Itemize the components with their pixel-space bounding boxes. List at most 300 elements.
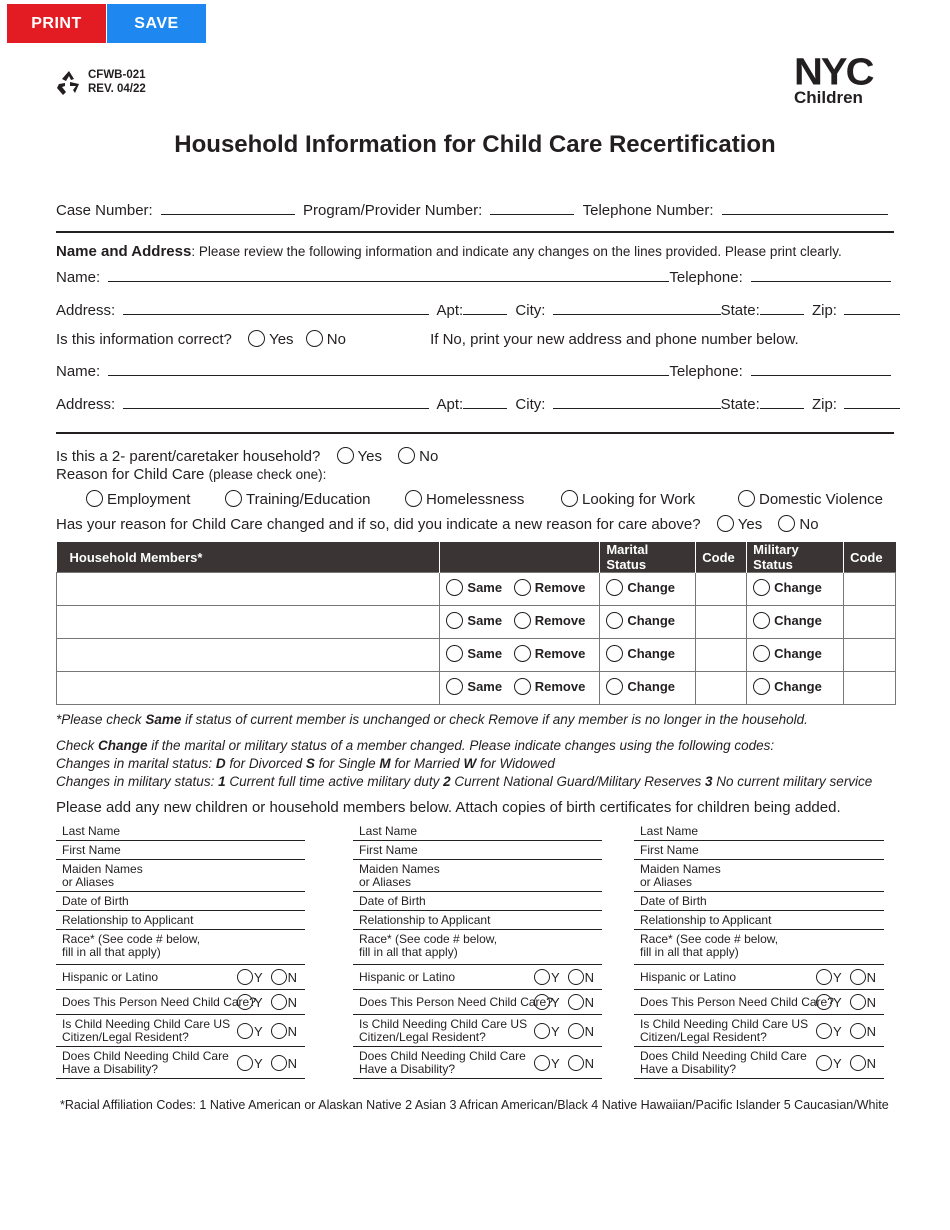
yes-radio[interactable] <box>534 1023 550 1039</box>
zip-field[interactable] <box>844 301 900 315</box>
marital-change-cell <box>600 606 696 639</box>
field-label: fill in all that apply) <box>62 945 161 959</box>
correct-question: Is this information correct? <box>56 331 232 348</box>
field-label: Hispanic or Latino <box>62 970 159 984</box>
no-radio[interactable] <box>271 1055 287 1071</box>
race-field[interactable] <box>353 930 602 965</box>
new-zip-label: Zip: <box>811 396 837 413</box>
new-city-field[interactable] <box>553 395 721 409</box>
note-text: if the marital or military status of a member changed. Please indicate changes using the following codes: <box>147 738 775 753</box>
note-text: Changes in marital status: <box>56 756 216 771</box>
new-address-label: Address: <box>56 396 116 413</box>
yes-label: Y <box>550 995 560 1010</box>
military-change-cell <box>747 573 844 606</box>
same-remove-cell <box>440 639 600 672</box>
yes-radio[interactable] <box>237 1055 253 1071</box>
field-label: Maiden Names <box>640 862 721 876</box>
field-label: Relationship to Applicant <box>62 913 194 927</box>
maiden-names-field[interactable] <box>634 860 884 892</box>
yes-radio[interactable] <box>816 1055 832 1071</box>
field-label: Is Child Needing Child Care US <box>359 1017 528 1031</box>
change-label: Change <box>627 646 675 661</box>
same-remove-cell <box>440 672 600 705</box>
new-city-label: City: <box>515 396 546 413</box>
no-label: N <box>287 1055 297 1071</box>
marital-code-cell[interactable] <box>696 639 747 672</box>
no-label: N <box>866 1023 876 1039</box>
case-number-field[interactable] <box>161 201 295 215</box>
citizen-row <box>56 1015 305 1047</box>
yes-label: Y <box>832 995 842 1010</box>
apt-label: Apt: <box>436 302 464 319</box>
no-radio[interactable] <box>271 1023 287 1039</box>
household-members-table <box>56 542 896 705</box>
new-state-field[interactable] <box>760 395 804 409</box>
state-field[interactable] <box>760 301 804 315</box>
dob-field[interactable] <box>56 892 305 911</box>
no-radio[interactable] <box>850 969 866 985</box>
yes-radio[interactable] <box>237 994 253 1010</box>
note-text: for Divorced <box>225 756 306 771</box>
no-label: N <box>287 970 297 985</box>
new-name-label: Name: <box>56 363 101 380</box>
address-field[interactable] <box>123 301 429 315</box>
race-field[interactable] <box>634 930 884 965</box>
new-member-column-2 <box>353 822 602 1079</box>
yes-radio[interactable] <box>534 1055 550 1071</box>
field-label: First Name <box>62 843 121 857</box>
reason-option-looking-for-work <box>561 490 695 508</box>
new-apt-label: Apt: <box>436 396 464 413</box>
reason-domestic-radio[interactable] <box>738 490 755 507</box>
last-name-field[interactable] <box>56 822 305 841</box>
name-address-text: : Please review the following information and indicate any changes on the lines provided. Please print clearly. <box>191 244 842 259</box>
reason-looking-radio[interactable] <box>561 490 578 507</box>
yes-radio[interactable] <box>237 969 253 985</box>
field-label: Is Child Needing Child Care US <box>640 1017 809 1031</box>
change-label: Change <box>774 679 822 694</box>
marital-change-cell <box>600 639 696 672</box>
last-name-field[interactable] <box>634 822 884 841</box>
reason-changed-question: Has your reason for Child Care changed and if so, did you indicate a new reason for care above? <box>56 516 701 533</box>
field-label: Maiden Names <box>359 862 440 876</box>
note-bold: 3 <box>705 774 713 789</box>
same-label: Same <box>467 613 503 628</box>
dob-field[interactable] <box>634 892 884 911</box>
citizen-row <box>634 1015 884 1047</box>
disability-row <box>56 1047 305 1079</box>
military-code-cell[interactable] <box>844 639 896 672</box>
relationship-field[interactable] <box>353 911 602 930</box>
field-label: Race* (See code # below, <box>640 932 779 946</box>
note-text: No current military service <box>712 774 873 789</box>
field-label: Have a Disability? <box>359 1062 456 1076</box>
military-change-radio[interactable] <box>753 678 770 695</box>
save-button[interactable]: SAVE <box>107 4 206 43</box>
remove-label: Remove <box>534 679 586 694</box>
change-label: Change <box>627 613 675 628</box>
yes-radio[interactable] <box>534 994 550 1010</box>
hispanic-row <box>56 965 305 990</box>
table-row <box>57 672 896 705</box>
yes-label: Y <box>832 970 842 985</box>
maiden-names-field[interactable] <box>353 860 602 892</box>
remove-label: Remove <box>534 580 586 595</box>
table-row <box>57 639 896 672</box>
marital-change-cell <box>600 672 696 705</box>
field-label: fill in all that apply) <box>359 945 458 959</box>
field-label: Citizen/Legal Resident? <box>62 1030 189 1044</box>
need-care-row <box>56 990 305 1015</box>
field-label: Relationship to Applicant <box>640 913 772 927</box>
check-change-line <box>56 737 872 755</box>
field-label: Does Child Needing Child Care <box>62 1049 229 1063</box>
reason-looking-label: Looking for Work <box>582 491 696 508</box>
new-member-column-1 <box>56 822 305 1079</box>
new-telephone-field[interactable] <box>751 362 891 376</box>
military-change-radio[interactable] <box>753 612 770 629</box>
field-label: Have a Disability? <box>62 1062 159 1076</box>
two-parent-yes-label: Yes <box>357 448 382 465</box>
form-revision: REV. 04/22 <box>88 83 146 95</box>
city-label: City: <box>515 302 546 319</box>
header-military-code: Code <box>844 542 896 573</box>
table-row <box>57 606 896 639</box>
state-label: State: <box>720 302 760 319</box>
yes-label: Y <box>550 1023 560 1039</box>
note-text: for Widowed <box>476 756 555 771</box>
reason-changed-no-radio[interactable] <box>778 515 795 532</box>
same-radio[interactable] <box>446 678 463 695</box>
field-label: Date of Birth <box>640 894 707 908</box>
no-radio[interactable] <box>850 1023 866 1039</box>
change-label: Change <box>627 679 675 694</box>
header-marital-status: Marital Status <box>600 542 696 573</box>
change-label: Change <box>627 580 675 595</box>
yes-label: Y <box>253 995 263 1010</box>
name-label: Name: <box>56 269 101 286</box>
note-bold: S <box>305 756 315 771</box>
same-remove-cell <box>440 606 600 639</box>
field-label: fill in all that apply) <box>640 945 739 959</box>
reason-changed-row <box>56 515 819 533</box>
no-radio[interactable] <box>850 1055 866 1071</box>
marital-change-radio[interactable] <box>606 678 623 695</box>
military-change-cell <box>747 606 844 639</box>
name-address-instructions <box>56 243 842 260</box>
note-text: Changes in military status: <box>56 774 219 789</box>
no-label: N <box>584 1023 594 1039</box>
yes-label: Y <box>253 1023 263 1039</box>
yes-radio[interactable] <box>816 969 832 985</box>
remove-label: Remove <box>534 613 586 628</box>
if-no-note: If No, print your new address and phone number below. <box>430 331 799 348</box>
page-title: Household Information for Child Care Recertification <box>174 131 776 158</box>
marital-code-cell[interactable] <box>696 606 747 639</box>
no-label: N <box>584 1055 594 1071</box>
add-members-instructions: Please add any new children or household members below. Attach copies of birth certificates for children being added. <box>56 799 841 816</box>
reason-homelessness-radio[interactable] <box>405 490 422 507</box>
note-bold: Change <box>98 738 148 753</box>
field-label: Hispanic or Latino <box>640 970 737 984</box>
header-blank <box>440 542 600 573</box>
dob-field[interactable] <box>353 892 602 911</box>
race-codes-footnote: *Racial Affiliation Codes: 1 Native American or Alaskan Native 2 Asian 3 African American/Black 4 Native Hawaiian/Pacific Islander 5 Caucasian/White <box>60 1098 889 1112</box>
no-radio[interactable] <box>271 969 287 985</box>
new-apt-field[interactable] <box>463 395 507 409</box>
marital-change-radio[interactable] <box>606 579 623 596</box>
yes-radio[interactable] <box>237 1023 253 1039</box>
new-zip-field[interactable] <box>844 395 900 409</box>
two-parent-no-radio[interactable] <box>398 447 415 464</box>
new-telephone-label: Telephone: <box>669 363 743 380</box>
telephone-number-field[interactable] <box>722 201 888 215</box>
field-label: Race* (See code # below, <box>62 932 201 946</box>
last-name-field[interactable] <box>353 822 602 841</box>
header-household-members: Household Members* <box>57 542 440 573</box>
address-label: Address: <box>56 302 116 319</box>
field-label: Relationship to Applicant <box>359 913 491 927</box>
table-header-row <box>57 542 896 573</box>
field-label: Last Name <box>640 824 699 838</box>
nyc-children-logo <box>794 51 894 107</box>
marital-codes-line <box>56 755 872 773</box>
note-bold: W <box>463 756 477 771</box>
same-radio[interactable] <box>446 612 463 629</box>
military-change-radio[interactable] <box>753 579 770 596</box>
disability-row <box>353 1047 602 1079</box>
remove-radio[interactable] <box>514 612 531 629</box>
same-remove-cell <box>440 573 600 606</box>
reason-changed-yes-radio[interactable] <box>717 515 734 532</box>
yes-label: Y <box>253 1055 263 1071</box>
note-bold: 2 <box>443 774 451 789</box>
reason-training-label: Training/Education <box>246 491 371 508</box>
maiden-names-field[interactable] <box>56 860 305 892</box>
field-label: Last Name <box>359 824 418 838</box>
field-label: Citizen/Legal Resident? <box>640 1030 767 1044</box>
remove-radio[interactable] <box>514 678 531 695</box>
field-label: Maiden Names <box>62 862 143 876</box>
same-label: Same <box>467 646 503 661</box>
reason-label-row <box>56 466 326 483</box>
change-label: Change <box>774 613 822 628</box>
field-label: Citizen/Legal Resident? <box>359 1030 486 1044</box>
field-label: or Aliases <box>62 875 115 889</box>
yes-label: Y <box>832 1055 842 1071</box>
telephone-number-label: Telephone Number: <box>582 202 714 219</box>
two-parent-question: Is this a 2- parent/caretaker household? <box>56 448 321 465</box>
note-text: Current full time active military duty <box>225 774 444 789</box>
reason-label: Reason for Child Care <box>56 466 205 483</box>
field-label: Have a Disability? <box>640 1062 737 1076</box>
yes-label: Y <box>832 1023 842 1039</box>
yes-label: Y <box>550 970 560 985</box>
two-parent-yes-radio[interactable] <box>337 447 354 464</box>
relationship-field[interactable] <box>56 911 305 930</box>
apt-field[interactable] <box>463 301 507 315</box>
reason-changed-no-label: No <box>799 516 819 533</box>
new-address-field[interactable] <box>123 395 429 409</box>
remove-radio[interactable] <box>514 579 531 596</box>
change-label: Change <box>774 580 822 595</box>
program-provider-field[interactable] <box>490 201 574 215</box>
correct-no-label: No <box>326 331 346 348</box>
no-label: N <box>866 970 876 985</box>
note-text: for Single <box>314 756 380 771</box>
field-label: Hispanic or Latino <box>359 970 456 984</box>
divider <box>56 432 894 434</box>
logo-main: NYC <box>794 51 873 93</box>
first-name-field[interactable] <box>56 841 305 860</box>
same-remove-note <box>56 711 808 729</box>
marital-change-radio[interactable] <box>606 645 623 662</box>
telephone-label: Telephone: <box>669 269 743 286</box>
correct-yes-label: Yes <box>269 331 294 348</box>
table-row <box>57 573 896 606</box>
member-name-cell[interactable] <box>57 573 440 606</box>
reason-training-radio[interactable] <box>225 490 242 507</box>
no-radio[interactable] <box>568 969 584 985</box>
member-name-cell[interactable] <box>57 606 440 639</box>
no-label: N <box>866 1055 876 1071</box>
reason-employment-radio[interactable] <box>86 490 103 507</box>
field-label: or Aliases <box>640 875 693 889</box>
name-row-2 <box>56 362 891 380</box>
military-codes-line <box>56 773 872 791</box>
reason-option-domestic-violence <box>738 490 883 508</box>
field-label: Is Child Needing Child Care US <box>62 1017 231 1031</box>
program-provider-label: Program/Provider Number: <box>303 202 483 219</box>
military-code-cell[interactable] <box>844 573 896 606</box>
no-label: N <box>287 1023 297 1039</box>
same-radio[interactable] <box>446 579 463 596</box>
remove-label: Remove <box>534 646 586 661</box>
member-name-cell[interactable] <box>57 639 440 672</box>
print-button[interactable]: PRINT <box>7 4 106 43</box>
military-change-radio[interactable] <box>753 645 770 662</box>
city-field[interactable] <box>553 301 721 315</box>
note-text: Current National Guard/Military Reserves <box>450 774 706 789</box>
marital-code-cell[interactable] <box>696 573 747 606</box>
citizen-row <box>353 1015 602 1047</box>
military-code-cell[interactable] <box>844 606 896 639</box>
two-parent-row <box>56 447 438 465</box>
military-change-cell <box>747 672 844 705</box>
military-change-cell <box>747 639 844 672</box>
address-row-2 <box>56 395 900 413</box>
marital-code-cell[interactable] <box>696 672 747 705</box>
recycle-icon <box>56 70 82 96</box>
field-label: Does This Person Need Child Care? <box>62 995 256 1009</box>
hispanic-row <box>353 965 602 990</box>
remove-radio[interactable] <box>514 645 531 662</box>
note-text: for Married <box>390 756 464 771</box>
field-label: Does This Person Need Child Care? <box>359 995 553 1009</box>
no-label: N <box>866 995 876 1010</box>
field-label: Date of Birth <box>62 894 129 908</box>
name-row-1 <box>56 268 891 286</box>
reason-employment-label: Employment <box>107 491 191 508</box>
yes-radio[interactable] <box>816 994 832 1010</box>
name-address-heading: Name and Address <box>56 243 192 260</box>
note-bold: 1 <box>218 774 226 789</box>
no-radio[interactable] <box>568 1023 584 1039</box>
marital-change-radio[interactable] <box>606 612 623 629</box>
field-label: Race* (See code # below, <box>359 932 498 946</box>
logo-sub: Children <box>794 88 863 107</box>
yes-radio[interactable] <box>534 969 550 985</box>
correct-yes-radio[interactable] <box>248 330 265 347</box>
yes-label: Y <box>253 970 263 985</box>
reason-option-training <box>225 490 371 508</box>
reason-hint: (please check one): <box>208 467 327 482</box>
no-radio[interactable] <box>271 994 287 1010</box>
no-radio[interactable] <box>568 1055 584 1071</box>
field-label: Does Child Needing Child Care <box>359 1049 526 1063</box>
field-label: Date of Birth <box>359 894 426 908</box>
first-name-field[interactable] <box>353 841 602 860</box>
new-name-field[interactable] <box>108 362 669 376</box>
reason-changed-yes-label: Yes <box>737 516 763 533</box>
case-row <box>56 201 888 219</box>
correct-row <box>56 330 799 348</box>
change-codes-note <box>56 737 872 791</box>
disability-row <box>634 1047 884 1079</box>
yes-radio[interactable] <box>816 1023 832 1039</box>
reason-homelessness-label: Homelessness <box>426 491 525 508</box>
reason-option-employment <box>86 490 190 508</box>
field-label: or Aliases <box>359 875 412 889</box>
case-number-label: Case Number: <box>56 202 153 219</box>
member-name-cell[interactable] <box>57 672 440 705</box>
no-radio[interactable] <box>568 994 584 1010</box>
relationship-field[interactable] <box>634 911 884 930</box>
field-label: Does This Person Need Child Care? <box>640 995 834 1009</box>
reason-domestic-label: Domestic Violence <box>759 491 883 508</box>
name-field[interactable] <box>108 268 669 282</box>
note-text: if status of current member is unchanged or check Remove if any member is no longer in the household. <box>181 712 808 727</box>
form-number <box>88 68 146 96</box>
field-label: Last Name <box>62 824 121 838</box>
address-row-1 <box>56 301 900 319</box>
two-parent-no-label: No <box>419 448 439 465</box>
reason-option-homelessness <box>405 490 524 508</box>
field-label: First Name <box>359 843 418 857</box>
no-label: N <box>584 970 594 985</box>
header-marital-code: Code <box>696 542 747 573</box>
field-label: Does Child Needing Child Care <box>640 1049 807 1063</box>
header-military-status: Military Status <box>747 542 844 573</box>
new-state-label: State: <box>720 396 760 413</box>
note-bold: Same <box>145 712 182 727</box>
military-code-cell[interactable] <box>844 672 896 705</box>
yes-label: Y <box>550 1055 560 1071</box>
note-bold: M <box>379 756 391 771</box>
same-radio[interactable] <box>446 645 463 662</box>
first-name-field[interactable] <box>634 841 884 860</box>
note-text: Check <box>56 738 99 753</box>
same-label: Same <box>467 580 503 595</box>
zip-label: Zip: <box>811 302 837 319</box>
no-label: N <box>584 995 594 1010</box>
correct-no-radio[interactable] <box>306 330 323 347</box>
telephone-field[interactable] <box>751 268 891 282</box>
race-field[interactable] <box>56 930 305 965</box>
no-radio[interactable] <box>850 994 866 1010</box>
field-label: First Name <box>640 843 699 857</box>
need-care-row <box>634 990 884 1015</box>
